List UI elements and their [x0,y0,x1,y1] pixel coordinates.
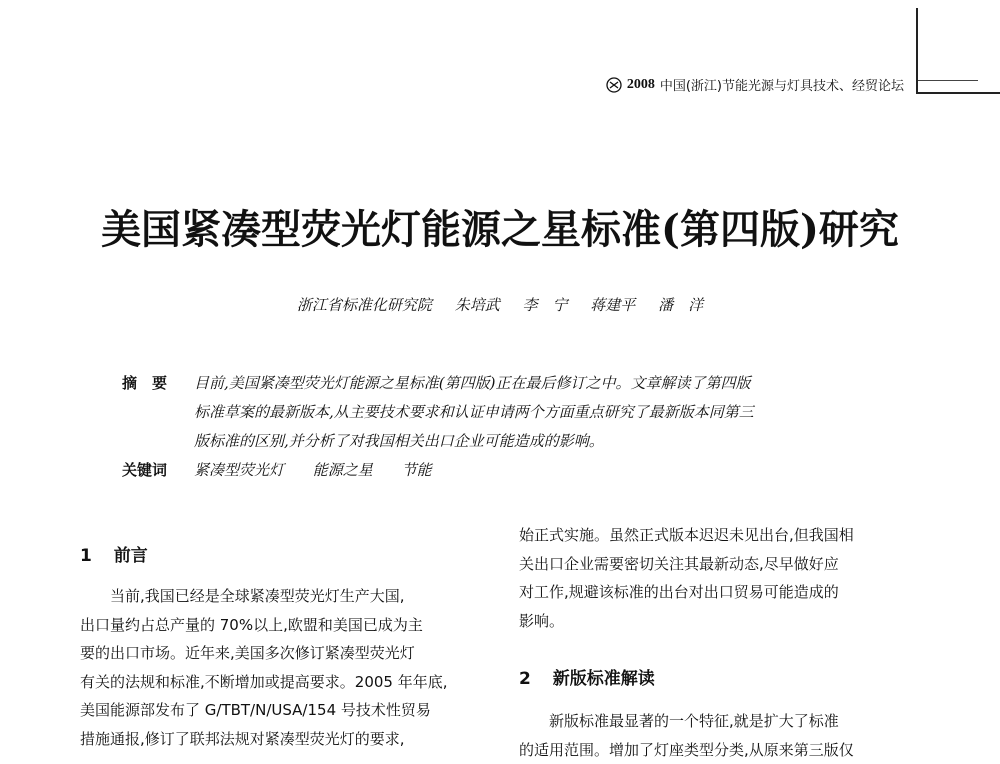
paper-title: 美国紧凑型荧光灯能源之星标准(第四版)研究 [0,198,1000,255]
body-line: 始正式实施。虽然正式版本迟迟未见出台,但我国相 [519,521,919,550]
body-line: 美国能源部发布了 G/TBT/N/USA/154 号技术性贸易 [80,696,480,725]
section-1-body [80,582,480,753]
corner-horizontal-rule [918,92,1000,94]
abstract [122,369,882,456]
body-line: 新版标准最显著的一个特征,就是扩大了标准 [519,707,919,736]
section-title: 新版标准解读 [553,669,655,689]
body-line: 有关的法规和标准,不断增加或提高要求。2005 年年底, [80,668,480,697]
abstract-label: 摘 要 [122,369,194,456]
keywords-label: 关键词 [122,456,194,485]
section-number: 2 [519,669,531,689]
section-2-body [519,707,919,764]
header-conference-name: 中国(浙江)节能光源与灯具技术、经贸论坛 [660,75,904,94]
keywords [122,456,882,485]
keyword: 节能 [402,461,432,479]
author-name: 李 宁 [522,296,567,314]
author-line [0,294,1000,315]
abstract-line: 版标准的区别,并分析了对我国相关出口企业可能造成的影响。 [194,427,854,456]
section-1-heading [80,541,148,566]
keywords-list [194,456,854,485]
author-name: 蒋建平 [590,296,635,314]
abstract-block [122,369,882,485]
keyword: 能源之星 [313,461,373,479]
conference-logo-icon [606,77,622,93]
body-line: 影响。 [519,607,919,636]
header-year: 2008 [627,77,655,93]
abstract-text [194,369,854,456]
author-name: 朱培武 [455,296,500,314]
body-line: 关出口企业需要密切关注其最新动态,尽早做好应 [519,550,919,579]
body-line: 对工作,规避该标准的出台对出口贸易可能造成的 [519,578,919,607]
keyword: 紧凑型荧光灯 [194,461,284,479]
section-title: 前言 [114,546,148,566]
author-name: 潘 洋 [658,296,703,314]
author-affiliation: 浙江省标准化研究院 [297,296,432,314]
body-line: 出口量约占总产量的 70%以上,欧盟和美国已成为主 [80,611,480,640]
body-line: 措施通报,修订了联邦法规对紧凑型荧光灯的要求, [80,725,480,754]
corner-vertical-rule [916,8,918,94]
body-line: 要的出口市场。近年来,美国多次修订紧凑型荧光灯 [80,639,480,668]
section-number: 1 [80,546,92,566]
abstract-line: 目前,美国紧凑型荧光灯能源之星标准(第四版)正在最后修订之中。文章解读了第四版 [194,369,854,398]
right-column-continuation [519,521,919,635]
section-2-heading [519,664,655,689]
running-header [606,75,904,94]
abstract-line: 标准草案的最新版本,从主要技术要求和认证申请两个方面重点研究了最新版本同第三 [194,398,854,427]
body-line: 的适用范围。增加了灯座类型分类,从原来第三版仅 [519,736,919,764]
body-line: 当前,我国已经是全球紧凑型荧光灯生产大国, [80,582,480,611]
corner-horizontal-rule-thin [918,80,978,81]
